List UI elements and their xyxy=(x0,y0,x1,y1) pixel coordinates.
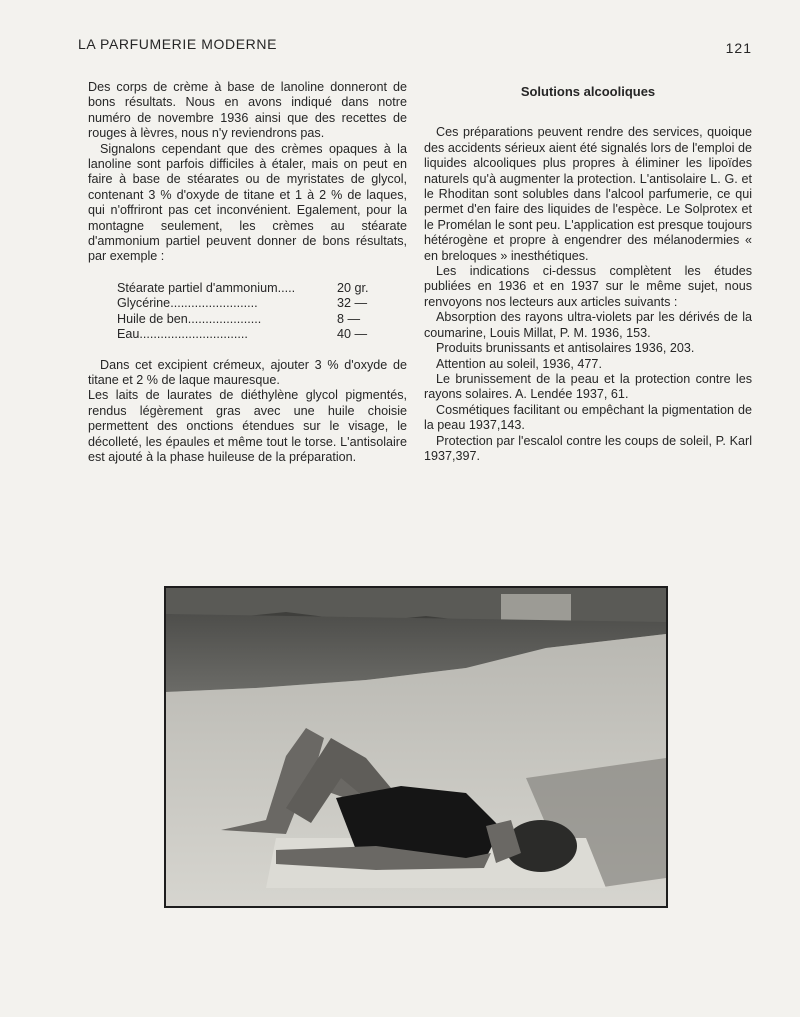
right-column xyxy=(424,80,752,464)
paragraph: Dans cet excipient crémeux, ajouter 3 % d'oxyde de titane et 2 % de laque mauresque. xyxy=(88,357,407,387)
ingredient-quantity: 20 gr. xyxy=(337,280,369,295)
paragraph: Les indications ci-dessus complètent les études publiées en 1936 et en 1937 sur le même sujet, nous renvoyons nos lecteurs aux articles suivants : xyxy=(424,264,752,309)
paragraph: Signalons cependant que des crèmes opaques à la lanoline sont parfois difficiles à étaler, mais on peut en faire à base de stéarates ou de myristates de glycol, contenant 3 % d'oxyde de titane et 1 à 2 % de laques, qui n'offriront pas cet inconvénient. Egalement, pour la montagne seulement, les crèmes au stéarate d'ammonium partiel peuvent donner de bons résultats, par exemple : xyxy=(88,141,407,264)
page-header xyxy=(78,36,752,56)
building xyxy=(501,594,571,622)
reference-item: Produits brunissants et antisolaires 1936, 203. xyxy=(436,341,695,356)
page-number: 121 xyxy=(725,40,752,56)
reference-item: Cosmétiques facilitant ou empêchant la pigmentation de la peau 1937,143. xyxy=(424,402,752,433)
reference-item: Absorption des rayons ultra-violets par les dérivés de la coumarine, Louis Millat, P. M. 1936, 153. xyxy=(424,310,752,340)
left-column xyxy=(88,80,407,465)
recipe-table xyxy=(117,281,377,343)
ingredient-name: Glycérine......................... xyxy=(117,296,258,311)
reference-list xyxy=(424,310,752,464)
reference-item: Protection par l'escalol contre les coups de soleil, P. Karl 1937,397. xyxy=(424,433,752,463)
paragraph: Des corps de crème à base de lanoline donneront de bons résultats. Nous en avons indiqué dans notre numéro de novembre 1936 ainsi que des recettes de rouges à lèvres, nous n'y reviendrons pas. xyxy=(88,80,407,141)
beach-photo xyxy=(164,586,668,908)
ingredient-quantity: 40 — xyxy=(337,327,368,342)
ingredient-quantity: 32 — xyxy=(337,296,368,311)
journal-title: LA PARFUMERIE MODERNE xyxy=(78,36,278,52)
reference-item: Attention au soleil, 1936, 477. xyxy=(436,356,602,371)
paragraph: Ces préparations peuvent rendre des services, quoique des accidents sérieux aient été signalés lors de l'emploi de liquides alcooliques plus propres à éliminer les lipoïdes naturels qu'à augmenter la protection. L'antisolaire L. G. et le Rhoditan sont solubles dans l'alcool parfumerie, ce qui permet d'en faire des liquides de l'espèce. Le Solprotex et le Promélan le sont peu. L'application est presque toujours hétérogène et propre à engendrer des mélanodermies « en breloques » inesthétiques. xyxy=(424,125,752,263)
recipe-row xyxy=(117,312,377,327)
section-title: Solutions alcooliques xyxy=(520,84,656,99)
reference-item: Le brunissement de la peau et la protection contre les rayons solaires. A. Lendée 1937, 61. xyxy=(424,371,752,402)
recipe-row xyxy=(117,327,377,342)
ingredient-quantity: 8 — xyxy=(337,311,361,326)
ingredient-name: Huile de ben..................... xyxy=(117,311,262,326)
ingredient-name: Eau............................... xyxy=(117,327,248,342)
ingredient-name: Stéarate partiel d'ammonium..... xyxy=(117,280,296,295)
beach-photo-icon xyxy=(166,588,666,906)
recipe-row xyxy=(117,281,377,296)
recipe-row xyxy=(117,296,377,311)
paragraph: Les laits de laurates de diéthylène glycol pigmentés, rendus légèrement gras avec une huile choisie permettent des onctions étendues sur le visage, le décolleté, les épaules et même tout le torse. L'antisolaire est ajouté à la phase huileuse de la préparation. xyxy=(88,388,407,464)
